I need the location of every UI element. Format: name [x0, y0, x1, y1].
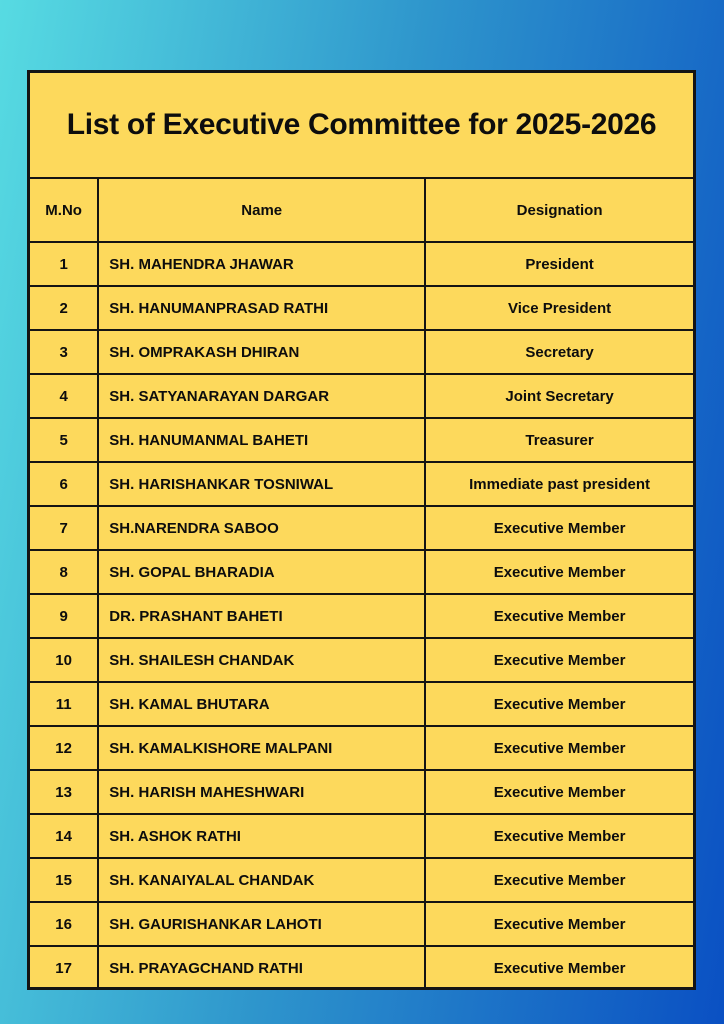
table-body [30, 242, 693, 990]
cell-member-designation: Executive Member [425, 506, 693, 550]
table-row [30, 594, 693, 638]
cell-member-designation: Executive Member [425, 550, 693, 594]
cell-member-designation: Secretary [425, 330, 693, 374]
title-block [30, 73, 693, 177]
table-row [30, 286, 693, 330]
table-row [30, 858, 693, 902]
cell-member-designation: Executive Member [425, 638, 693, 682]
cell-member-number: 6 [30, 462, 98, 506]
table-row [30, 242, 693, 286]
cell-member-designation: Joint Secretary [425, 374, 693, 418]
cell-member-number: 3 [30, 330, 98, 374]
cell-member-number: 14 [30, 814, 98, 858]
cell-member-number: 7 [30, 506, 98, 550]
cell-member-number: 9 [30, 594, 98, 638]
cell-member-number: 1 [30, 242, 98, 286]
cell-member-designation: Executive Member [425, 726, 693, 770]
cell-member-designation: Executive Member [425, 814, 693, 858]
cell-member-name: SH. HARISH MAHESHWARI [98, 770, 425, 814]
table-row [30, 550, 693, 594]
table-header-row [30, 178, 693, 242]
table-row [30, 902, 693, 946]
cell-member-number: 2 [30, 286, 98, 330]
cell-member-name: SH. MAHENDRA JHAWAR [98, 242, 425, 286]
cell-member-designation: Executive Member [425, 682, 693, 726]
cell-member-designation: Executive Member [425, 770, 693, 814]
table-row [30, 638, 693, 682]
cell-member-number: 16 [30, 902, 98, 946]
cell-member-name: SH. GAURISHANKAR LAHOTI [98, 902, 425, 946]
cell-member-name: SH. HANUMANPRASAD RATHI [98, 286, 425, 330]
cell-member-designation: Executive Member [425, 858, 693, 902]
cell-member-designation: Immediate past president [425, 462, 693, 506]
cell-member-designation: Treasurer [425, 418, 693, 462]
cell-member-number: 8 [30, 550, 98, 594]
cell-member-number: 12 [30, 726, 98, 770]
committee-panel [27, 70, 696, 990]
cell-member-name: SH. HANUMANMAL BAHETI [98, 418, 425, 462]
table-row [30, 374, 693, 418]
cell-member-name: SH. HARISHANKAR TOSNIWAL [98, 462, 425, 506]
table-row [30, 462, 693, 506]
table-row [30, 814, 693, 858]
cell-member-designation: Executive Member [425, 902, 693, 946]
cell-member-name: SH. SHAILESH CHANDAK [98, 638, 425, 682]
cell-member-designation: Vice President [425, 286, 693, 330]
column-header-name: Name [98, 178, 425, 242]
cell-member-name: SH. KAMALKISHORE MALPANI [98, 726, 425, 770]
cell-member-designation: President [425, 242, 693, 286]
cell-member-name: SH. KANAIYALAL CHANDAK [98, 858, 425, 902]
committee-table [30, 177, 693, 990]
table-row [30, 770, 693, 814]
cell-member-name: SH.NARENDRA SABOO [98, 506, 425, 550]
cell-member-number: 11 [30, 682, 98, 726]
cell-member-name: SH. KAMAL BHUTARA [98, 682, 425, 726]
cell-member-name: SH. SATYANARAYAN DARGAR [98, 374, 425, 418]
cell-member-number: 4 [30, 374, 98, 418]
cell-member-number: 13 [30, 770, 98, 814]
cell-member-name: SH. PRAYAGCHAND RATHI [98, 946, 425, 990]
cell-member-number: 15 [30, 858, 98, 902]
cell-member-number: 5 [30, 418, 98, 462]
table-row [30, 682, 693, 726]
cell-member-name: SH. OMPRAKASH DHIRAN [98, 330, 425, 374]
table-row [30, 506, 693, 550]
cell-member-name: DR. PRASHANT BAHETI [98, 594, 425, 638]
table-row [30, 946, 693, 990]
cell-member-name: SH. GOPAL BHARADIA [98, 550, 425, 594]
cell-member-number: 17 [30, 946, 98, 990]
table-row [30, 330, 693, 374]
table-row [30, 726, 693, 770]
cell-member-name: SH. ASHOK RATHI [98, 814, 425, 858]
column-header-mno: M.No [30, 178, 98, 242]
column-header-designation: Designation [425, 178, 693, 242]
page-title: List of Executive Committee for 2025-2026 [66, 108, 657, 141]
cell-member-designation: Executive Member [425, 946, 693, 990]
cell-member-designation: Executive Member [425, 594, 693, 638]
cell-member-number: 10 [30, 638, 98, 682]
table-row [30, 418, 693, 462]
